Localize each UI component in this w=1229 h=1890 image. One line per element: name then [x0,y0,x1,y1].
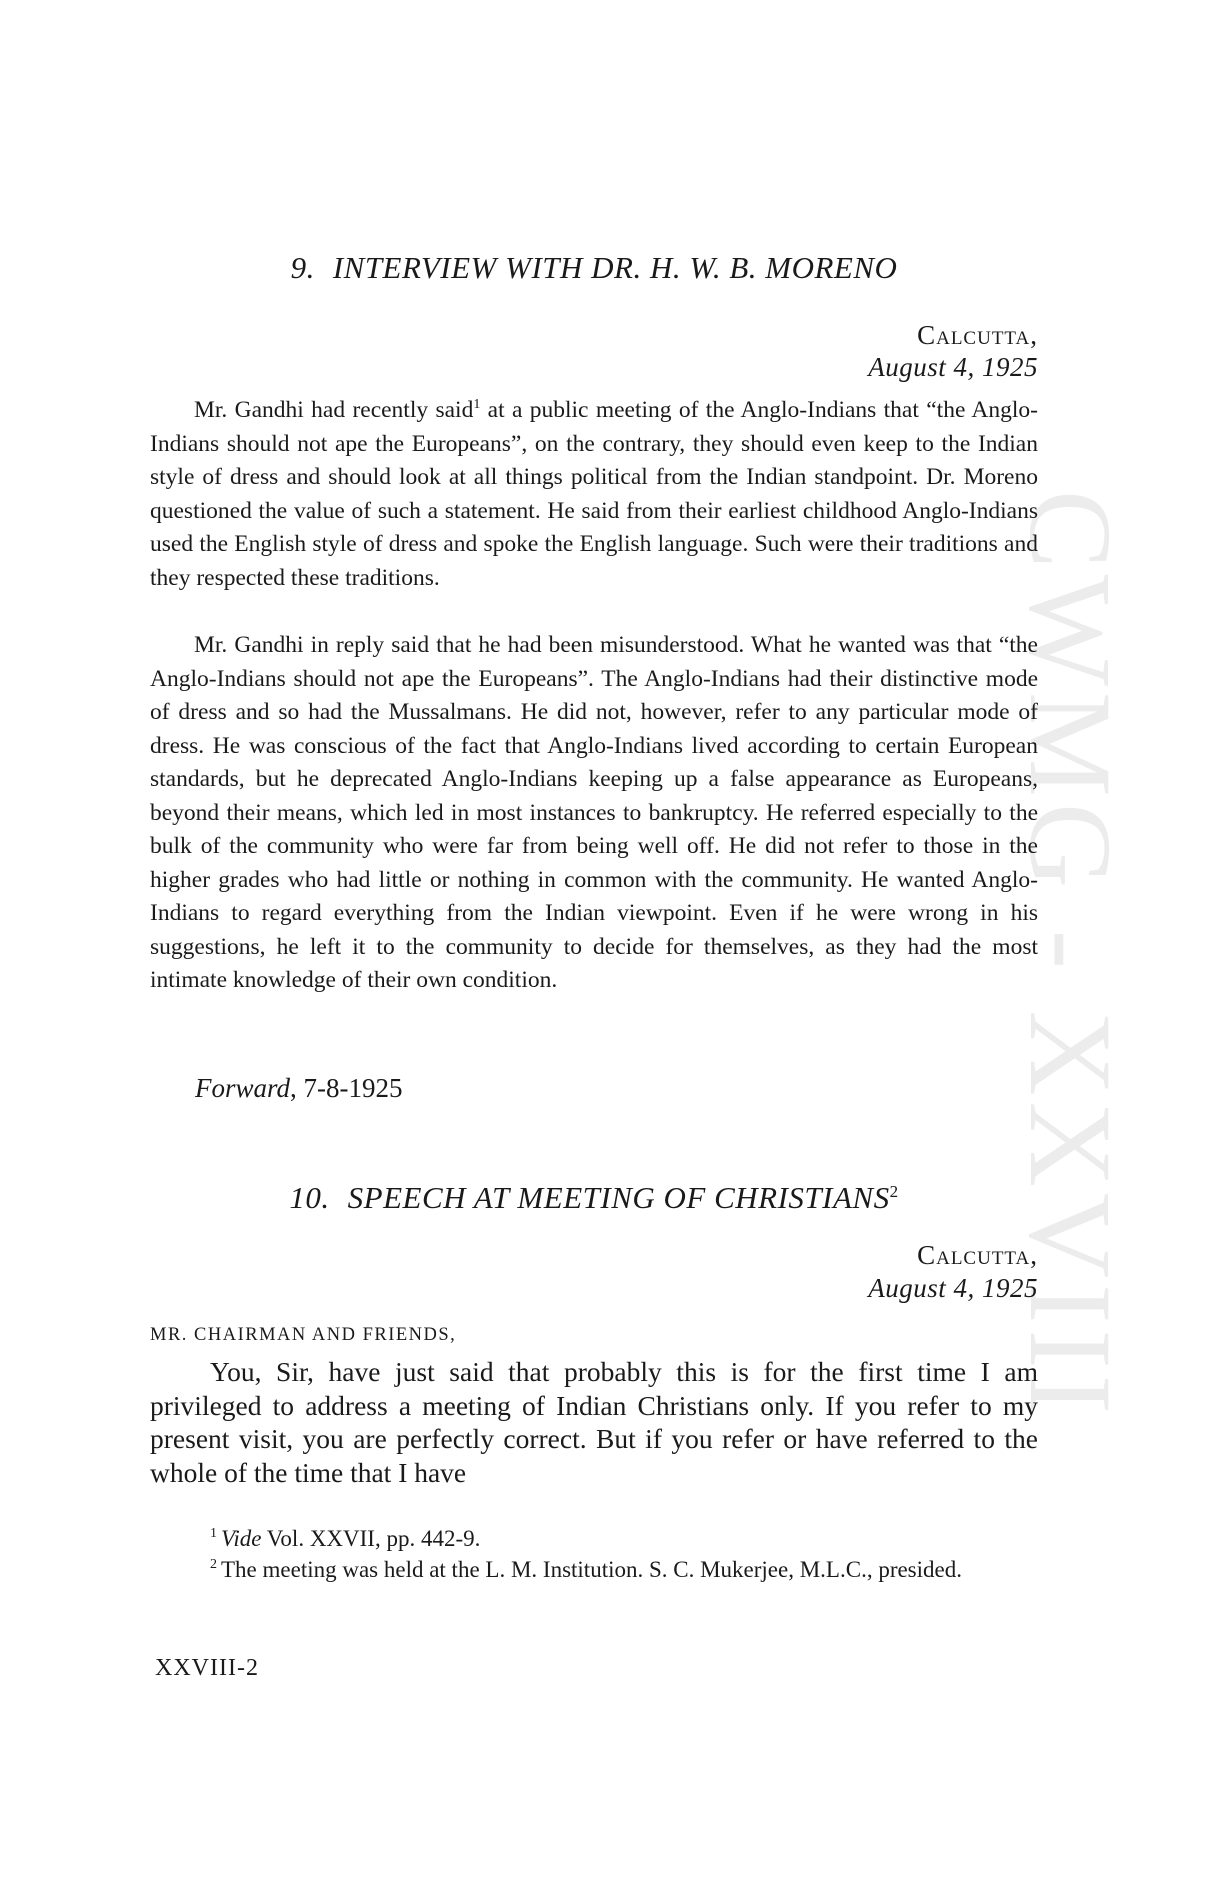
source-citation [195,1073,403,1104]
section-heading-9 [150,250,1038,286]
section-title: SPEECH AT MEETING OF CHRISTIANS [347,1180,890,1215]
source-date: , 7-8-1925 [290,1073,403,1103]
footnote-text: The meeting was held at the L. M. Institution. S. C. Mukerjee, M.L.C., presided. [221,1557,962,1582]
dateline-date: August 4, 1925 [868,1273,1038,1303]
footnote-text: Vol. XXVII, pp. 442-9. [261,1526,481,1551]
page-folio: XXVIII-2 [155,1655,259,1681]
dateline-place: Calcutta, [917,1240,1038,1270]
section-number: 9. [290,250,315,285]
section-number: 10. [289,1180,330,1215]
footnote-italic: Vide [221,1526,262,1551]
footnotes [150,1523,1038,1585]
speech-paragraph-1: You, Sir, have just said that probably this is for the first time I am privileged to address a meeting of Indian Christians only. If you refer to my present visit, you are perfectly correct. But if you refer or have referred to the whole of the time that I have [150,1356,1038,1488]
footnote-1 [150,1523,1038,1554]
section-heading-10 [150,1180,1038,1216]
footnote-marker: 2 [210,1557,217,1572]
speech-salutation: MR. CHAIRMAN AND FRIENDS, [150,1325,457,1345]
watermark-text: CWMG - XXVIII [1005,489,1136,1421]
paragraph-text: Mr. Gandhi had recently said [194,397,474,423]
interview-paragraph-2: Mr. Gandhi in reply said that he had been misunderstood. What he wanted was that “the Anglo-Indians should not ape the Europeans”. The Anglo-Indians had their distinctive mode of dress and so had the Mussalmans. He did not, however, refer to any particular mode of dress. He was conscious of the fact that Anglo-Indians lived according to certain European standards, but he deprecated Anglo-Indians keeping up a false appearance as Europeans, beyond their means, which led in most instances to bankruptcy. He referred especially to the bulk of the community who were far from being well off. He did not refer to those in the higher grades who had little or nothing in common with the community. He wanted Anglo-Indians to regard everything from the Indian viewpoint. Even if he were wrong in his suggestions, he left it to the community to decide for themselves, as they had the most intimate knowledge of their own condition. [150,632,1038,993]
paragraph-text: at a public meeting of the Anglo-Indians that “the Anglo-Indians should not ape the Europeans”, on the contrary, they should even keep to the Indian style of dress and should look at all things political from the Indian standpoint. Dr. Moreno questioned the value of such a statement. He said from their earliest childhood Anglo-Indians used the English style of dress and spoke the English language. Such were their traditions and they respected these traditions. [150,397,1038,591]
footnote-2 [150,1554,1038,1585]
dateline-date: August 4, 1925 [868,352,1038,382]
footnote-ref: 1 [473,397,481,412]
dateline-place: Calcutta, [917,320,1038,350]
footnote-marker: 1 [210,1526,217,1541]
section-title: INTERVIEW WITH DR. H. W. B. MORENO [332,250,898,285]
interview-paragraph-1 [150,394,1038,595]
footnote-ref: 2 [889,1182,899,1201]
source-publication: Forward [195,1073,291,1103]
